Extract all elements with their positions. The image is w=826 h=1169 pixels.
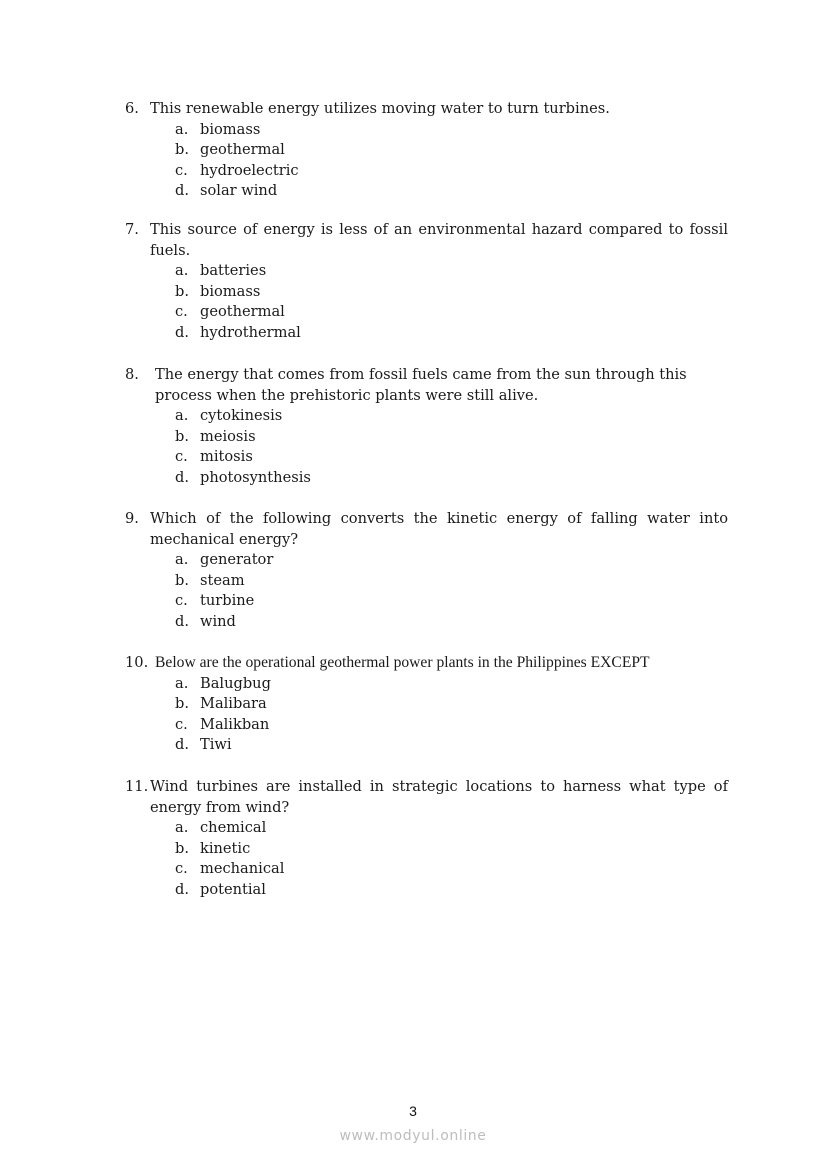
option-letter: a. (175, 674, 189, 692)
answer-option (125, 161, 728, 182)
answer-option (125, 550, 728, 571)
option-letter: b. (175, 839, 189, 857)
question-10 (125, 653, 728, 756)
option-letter: a. (175, 819, 189, 837)
question-text: Which of the following converts the kinetic energy of falling water into mechanical energy? (150, 510, 728, 548)
option-letter: d. (175, 612, 189, 630)
option-letter: d. (175, 323, 189, 341)
option-letter: c. (175, 860, 188, 878)
option-text: geothermal (200, 303, 285, 321)
option-text: steam (200, 571, 245, 589)
answer-option (125, 302, 728, 323)
option-letter: d. (175, 468, 189, 486)
watermark: www.modyul.online (339, 1128, 487, 1144)
option-letter: c. (175, 715, 188, 733)
answer-option (125, 735, 728, 756)
question-9 (125, 509, 728, 633)
question-6 (125, 99, 728, 202)
option-text: Malibara (200, 695, 267, 713)
option-text: turbine (200, 592, 255, 610)
option-letter: b. (175, 571, 189, 589)
option-text: Balugbug (200, 674, 271, 692)
answer-option (125, 591, 728, 612)
option-letter: b. (175, 141, 189, 159)
option-letter: d. (175, 736, 189, 754)
answer-options (125, 818, 728, 900)
question-text: Below are the operational geothermal power plants in the Philippines EXCEPT (155, 654, 650, 671)
option-text: hydrothermal (200, 323, 301, 341)
option-text: kinetic (200, 839, 251, 857)
option-text: Tiwi (200, 736, 232, 754)
answer-option (125, 818, 728, 839)
answer-options (125, 406, 695, 488)
answer-option (125, 447, 695, 468)
answer-option (125, 571, 728, 592)
option-text: Malikban (200, 715, 270, 733)
question-text: This source of energy is less of an environmental hazard compared to fossil fuels. (150, 221, 728, 259)
answer-option (125, 140, 728, 161)
answer-option (125, 261, 728, 282)
option-text: wind (200, 612, 236, 630)
question-number: 6. (125, 100, 139, 117)
option-text: meiosis (200, 427, 256, 445)
option-letter: d. (175, 182, 189, 200)
answer-option (125, 427, 695, 448)
option-letter: a. (175, 262, 189, 280)
option-text: mitosis (200, 448, 253, 466)
question-7 (125, 220, 728, 344)
answer-option (125, 880, 728, 901)
option-letter: c. (175, 303, 188, 321)
option-text: biomass (200, 120, 261, 138)
answer-options (125, 120, 728, 202)
answer-option (125, 694, 728, 715)
option-letter: c. (175, 161, 188, 179)
option-letter: a. (175, 551, 189, 569)
option-letter: b. (175, 695, 189, 713)
option-letter: c. (175, 448, 188, 466)
option-text: potential (200, 880, 266, 898)
option-text: hydroelectric (200, 161, 299, 179)
question-number: 9. (125, 510, 139, 527)
answer-option (125, 674, 728, 695)
answer-option (125, 406, 695, 427)
answer-option (125, 859, 728, 880)
question-text: Wind turbines are installed in strategic locations to harness what type of energy from wind? (150, 778, 728, 816)
option-text: generator (200, 551, 274, 569)
question-number: 7. (125, 221, 139, 238)
option-text: solar wind (200, 182, 278, 200)
answer-option (125, 468, 695, 489)
option-letter: a. (175, 407, 189, 425)
answer-option (125, 181, 728, 202)
option-text: biomass (200, 282, 261, 300)
question-text: The energy that comes from fossil fuels came from the sun through this process when the prehistoric plants were still alive. (155, 366, 687, 404)
answer-options (125, 261, 728, 343)
option-letter: a. (175, 120, 189, 138)
answer-options (125, 550, 728, 632)
option-text: geothermal (200, 141, 285, 159)
answer-option (125, 120, 728, 141)
question-8 (125, 365, 695, 489)
answer-option (125, 612, 728, 633)
option-text: batteries (200, 262, 267, 280)
answer-option (125, 715, 728, 736)
question-11 (125, 777, 728, 901)
answer-options (125, 674, 728, 756)
option-letter: b. (175, 427, 189, 445)
question-number: 10. (125, 654, 149, 671)
question-number: 8. (125, 366, 139, 383)
answer-option (125, 282, 728, 303)
option-letter: c. (175, 592, 188, 610)
option-text: photosynthesis (200, 468, 311, 486)
page-number: 3 (409, 1103, 417, 1119)
option-letter: d. (175, 880, 189, 898)
option-text: mechanical (200, 860, 285, 878)
question-text: This renewable energy utilizes moving water to turn turbines. (150, 100, 610, 117)
answer-option (125, 323, 728, 344)
answer-option (125, 839, 728, 860)
question-number: 11. (125, 778, 149, 795)
option-text: cytokinesis (200, 407, 283, 425)
option-letter: b. (175, 282, 189, 300)
option-text: chemical (200, 819, 267, 837)
